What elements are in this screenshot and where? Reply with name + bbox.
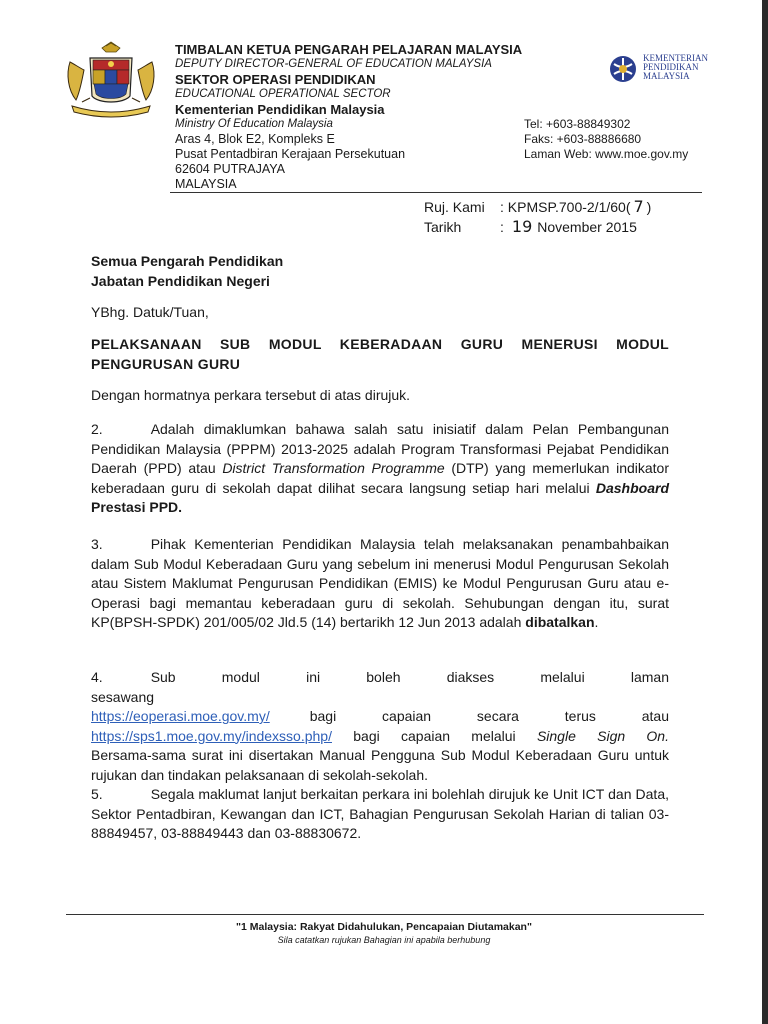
footer-divider [66, 914, 704, 915]
moe-emblem-icon [608, 54, 638, 84]
ref-close: ) [646, 199, 652, 215]
header-divider [170, 192, 702, 193]
contact-block [524, 117, 688, 162]
website: Laman Web: www.moe.gov.my [524, 147, 689, 161]
header-ministry: Kementerian Pendidikan Malaysia [175, 102, 385, 117]
letterhead [175, 42, 522, 192]
para-number: 5. [91, 786, 103, 802]
ref-value: : KPMSP.700-2/1/60( [500, 199, 631, 215]
address-line: MALAYSIA [175, 177, 237, 191]
date-colon: : [500, 219, 504, 235]
eoperasi-link[interactable]: https://eoperasi.moe.gov.my/ [91, 708, 270, 724]
footer-motto: "1 Malaysia: Rakyat Didahulukan, Pencapaian Diutamakan" [236, 921, 532, 933]
malaysia-coat-of-arms-icon [62, 40, 160, 122]
subject: PELAKSANAAN SUB MODUL KEBERADAAN GURU MENERUSI MODUL PENGURUSAN GURU [91, 336, 669, 372]
date-value: November 2015 [537, 219, 637, 235]
date-handwritten: 19 [511, 217, 533, 236]
address-line: Aras 4, Blok E2, Kompleks E [175, 132, 335, 146]
para-number: 4. [91, 669, 103, 685]
header-title-en: DEPUTY DIRECTOR-GENERAL OF EDUCATION MALAYSIA [175, 58, 492, 70]
ref-handwritten: 7 [633, 197, 644, 216]
header-title: TIMBALAN KETUA PENGARAH PELAJARAN MALAYSIA [175, 42, 523, 57]
address-line: 62604 PUTRAJAYA [175, 162, 286, 176]
moe-logo [606, 52, 712, 88]
date-label: Tarikh [424, 219, 462, 235]
p4-spread-text: bagi capaian secara terus atau [309, 708, 669, 724]
recipient: Semua Pengarah Pendidikan Jabatan Pendidikan Negeri [91, 253, 284, 289]
greeting: YBhg. Datuk/Tuan, [91, 304, 209, 320]
para-number: 3. [91, 536, 103, 552]
paragraph-5: 5. Segala maklumat lanjut berkaitan perkara ini bolehlah dirujuk ke Unit ICT dan Data, Sektor Pentadbiran, Kewangan dan ICT, Bahagian Pengurusan Sekolah Harian di talian 03-88849457, 03-88849443 dan 03-88830672. [91, 786, 669, 841]
paragraph-2: 2. Adalah dimaklumkan bahawa salah satu inisiatif dalam Pelan Pembangunan Pendidikan Malaysia (PPPM) 2013-2025 adalah Program Transformasi Pejabat Pendidikan Daerah (PPD) atau District Transformation Programme (DTP) yang memerlukan indikator keberadaan guru di sekolah dapat dilihat secara langsung setiap hari melalui Dashboard Prestasi PPD. [91, 421, 669, 515]
fax: Faks: +603-88886680 [524, 132, 642, 146]
para-number: 2. [91, 421, 103, 437]
scan-edge [762, 0, 768, 1024]
intro-paragraph: Dengan hormatnya perkara tersebut di atas dirujuk. [91, 387, 411, 403]
moe-logo-text: KEMENTERIAN PENDIDIKAN MALAYSIA [643, 53, 708, 81]
address-line: Pusat Pentadbiran Kerajaan Persekutuan [175, 147, 406, 161]
tel: Tel: +603-88849302 [524, 117, 631, 131]
reference-block [424, 197, 651, 237]
footer-note: Sila catatkan rujukan Bahagian ini apabila berhubung [277, 935, 491, 945]
paragraph-3: 3. Pihak Kementerian Pendidikan Malaysia telah melaksanakan penambahbaikan dalam Sub Modul Keberadaan Guru yang sebelum ini menerusi Modul Pengurusan Sekolah atau Sistem Maklumat Pengurusan Pendidikan (EMIS) ke Modul Pengurusan Guru atau e-Operasi bagi memantau keberadaan guru di sekolah. Sehubungan dengan itu, surat KP(BPSH-SPDK) 201/005/02 Jld.5 (14) bertarikh 12 Jun 2013 adalah dibatalkan. [91, 536, 669, 630]
header-ministry-en: Ministry Of Education Malaysia [175, 118, 333, 130]
header-sector-en: EDUCATIONAL OPERATIONAL SECTOR [175, 88, 391, 100]
sps1-link[interactable]: https://sps1.moe.gov.my/indexsso.php/ [91, 727, 332, 744]
ref-label: Ruj. Kami [424, 199, 485, 215]
paragraph-4: 4. Sub modul ini boleh diakses melalui laman sesawang https://eoperasi.moe.gov.my/ bagi capaian secara terus atau https://sps1.moe.gov.my/indexsso.php/ bagi capaian melalui Single Sign On. Bersama-sama surat ini disertakan Manual Pengguna Sub Modul Keberadaan Guru untuk rujukan dan tindakan pelaksanaan di sekolah-sekolah. [91, 669, 669, 783]
header-sector: SEKTOR OPERASI PENDIDIKAN [175, 72, 376, 87]
